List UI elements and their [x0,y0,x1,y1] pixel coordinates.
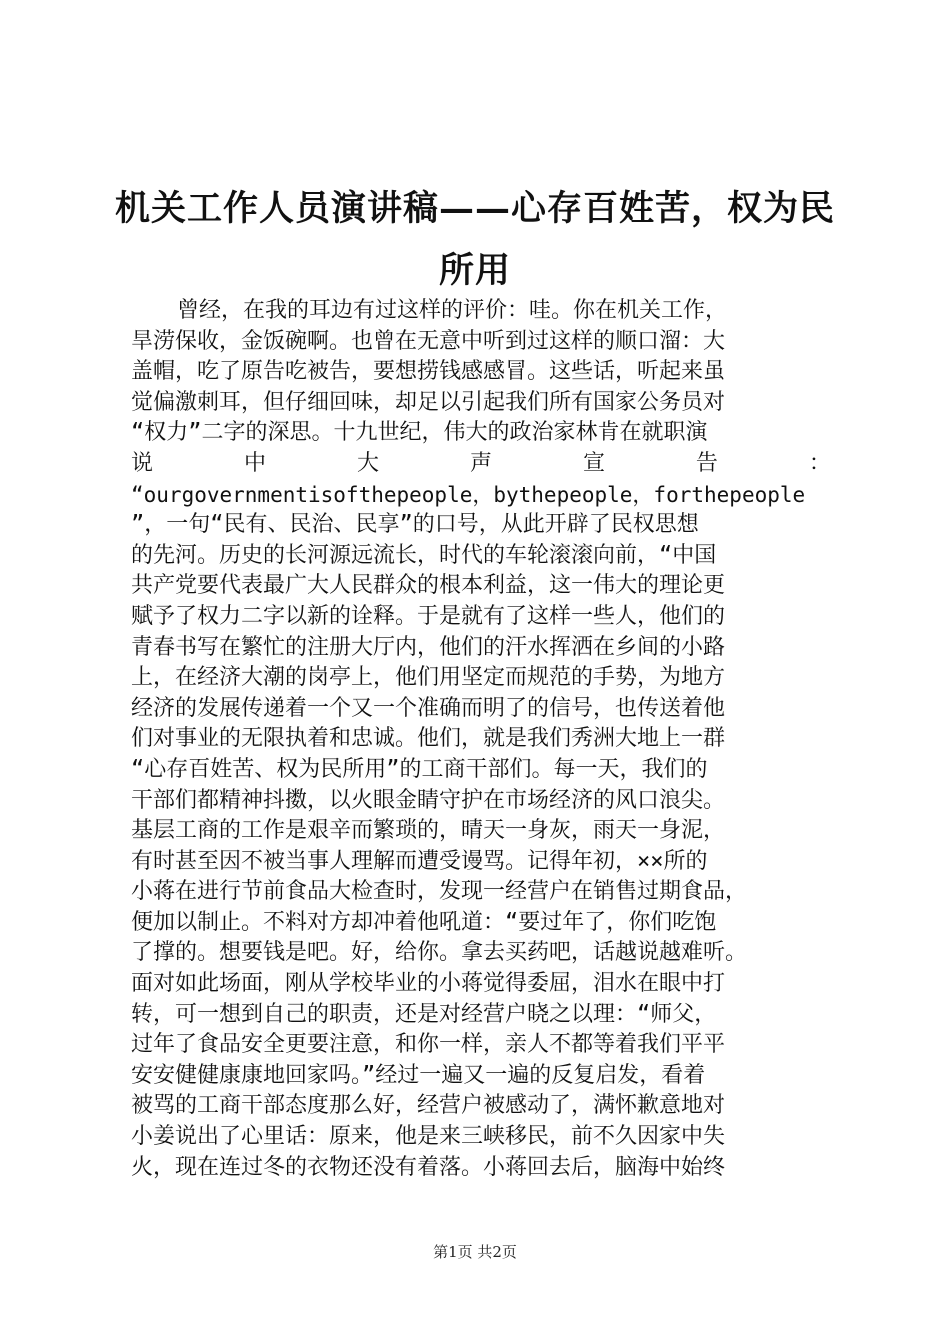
document-title [110,178,840,302]
body-line: 基层工商的工作是艰辛而繁琐的，晴天一身灰，雨天一身泥， [131,818,726,844]
body-line: 小姜说出了心里话：原来，他是来三峡移民，前不久因家中失 [131,1124,726,1150]
body-line: 经济的发展传递着一个又一个准确而明了的信号，也传送着他 [131,695,726,721]
document-body [131,296,831,1183]
body-line: “心存百姓苦、权为民所用”的工商干部们。每一天，我们的 [131,756,708,782]
body-line: 面对如此场面，刚从学校毕业的小蒋觉得委屈，泪水在眼中打 [131,971,726,997]
page-number: 第1页 共2页 [433,1243,517,1261]
body-line: ”，一句“民有、民治、民享”的口号，从此开辟了民权思想 [131,512,699,538]
body-line: “ourgovernmentisofthepeople，bythepeople，forthepeople [131,482,806,507]
spread-char: 告 [695,450,718,476]
spread-char: 大 [356,450,379,476]
body-line: 共产党要代表最广大人民群众的根本利益，这一伟大的理论更 [131,573,726,599]
body-line: 上，在经济大潮的岗亭上，他们用坚定而规范的手势，为地方 [131,665,726,691]
body-line: 了撑的。想要钱是吧。好，给你。拿去买药吧，话越说越难听。 [131,940,748,966]
title-line-1: 机关工作人员演讲稿——心存百姓苦，权为民 [114,188,835,229]
body-line: 曾经，在我的耳边有过这样的评价：哇。你在机关工作， [177,298,728,323]
body-line: 被骂的工商干部态度那么好，经营户被感动了，满怀歉意地对 [131,1093,726,1119]
body-line: 安安健健康康地回家吗。”经过一遍又一遍的反复启发，看着 [131,1062,706,1088]
spread-char: 中 [243,450,266,476]
body-line: 有时甚至因不被当事人理解而遭受谩骂。记得年初，××所的 [131,848,708,874]
body-line: 转，可一想到自己的职责，还是对经营户晓之以理：“师父， [131,1001,717,1027]
spread-char: 说 [131,450,154,476]
body-line: 便加以制止。不料对方却冲着他吼道：“要过年了，你们吃饱 [131,909,717,935]
body-line: 旱涝保收，金饭碗啊。也曾在无意中听到过这样的顺口溜：大 [131,328,726,354]
spread-char: 宣 [582,450,605,476]
body-line: 小蒋在进行节前食品大检查时，发现一经营户在销售过期食品， [131,879,748,905]
body-line: 青春书写在繁忙的注册大厅内，他们的汗水挥洒在乡间的小路 [131,634,726,660]
body-line: 们对事业的无限执着和忠诚。他们，就是我们秀洲大地上一群 [131,726,726,752]
body-line: 盖帽，吃了原告吃被告，要想捞钱感感冒。这些话，听起来虽 [131,359,726,385]
spread-char: 声 [469,450,492,476]
body-line: 干部们都精神抖擞，以火眼金睛守护在市场经济的风口浪尖。 [131,787,726,813]
page-footer [0,1241,950,1262]
body-line: 觉偏激刺耳，但仔细回味，却足以引起我们所有国家公务员对 [131,389,726,415]
body-line: 火，现在连过冬的衣物还没有着落。小蒋回去后，脑海中始终 [131,1154,726,1180]
body-line: 的先河。历史的长河源远流长，时代的车轮滚滚向前，“中国 [131,542,717,568]
title-line-2: 所用 [438,250,511,291]
body-line: 过年了食品安全更要注意，和你一样，亲人不都等着我们平平 [131,1032,726,1058]
spread-char: ： [808,450,831,476]
body-line-justified [131,449,831,480]
body-line: “权力”二字的深思。十九世纪，伟大的政治家林肯在就职演 [131,420,708,446]
body-line: 赋予了权力二字以新的诠释。于是就有了这样一些人，他们的 [131,603,726,629]
